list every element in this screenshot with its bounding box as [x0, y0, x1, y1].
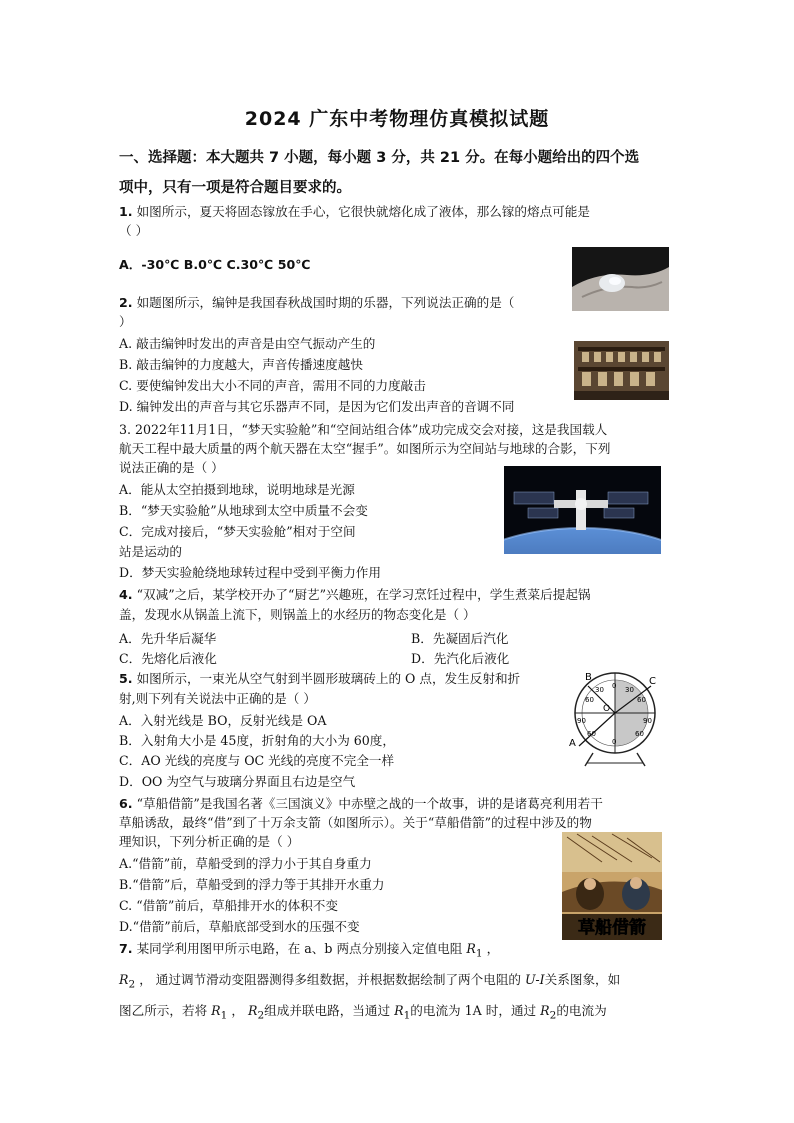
q2-option-c: C. 要使编钟发出大小不同的声音，需用不同的力度敲击	[119, 378, 426, 393]
label-b: B	[585, 672, 592, 683]
q6-option-d: D.“借箭”前后，草船底部受到水的压强不变	[119, 919, 360, 934]
q6-option-c: C. “借箭”前后，草船排开水的体积不变	[119, 898, 338, 913]
q7-line1: 7. 某同学利用图甲所示电路，在 a、b 两点分别接入定值电阻 $R_1$ ，	[119, 941, 500, 960]
optics-disk-diagram	[563, 666, 667, 768]
q4-option-c: C．先熔化后液化	[119, 651, 217, 666]
q5-option-c: C．AO 光线的亮度与 OC 光线的亮度不完全一样	[119, 753, 395, 768]
q6-option-b: B.“借箭”后，草船受到的浮力等于其排开水重力	[119, 877, 385, 892]
q3-line3: 说法正确的是（ ）	[119, 460, 224, 475]
q7-line2: $R_2$ ， 通过调节滑动变阻器测得多组数据，并根据数据绘制了两个电阻的 U-I关系图象，如	[119, 972, 621, 991]
q3-option-d: D．梦天实验舱绕地球转过程中受到平衡力作用	[119, 565, 381, 580]
q6-option-a: A.“借箭”前，草船受到的浮力小于其自身重力	[119, 856, 372, 871]
q3-option-c-cont: 站是运动的	[119, 544, 182, 559]
q5-option-a: A．入射光线是 BO，反射光线是 OA	[119, 713, 327, 728]
q3-option-b: B．“梦天实验舱”从地球到太空中质量不会变	[119, 503, 368, 518]
poster-title: 草船借箭	[578, 918, 646, 938]
q6-line1: 6. “草船借箭”是我国名著《三国演义》中赤壁之战的一个故事，讲的是诸葛亮利用若干	[119, 796, 603, 811]
tick-90-left: 90	[577, 717, 586, 725]
q5-option-d: D．OO 为空气与玻璃分界面且右边是空气	[119, 774, 356, 789]
q4-option-b: B．先凝固后汽化	[411, 631, 509, 646]
q1-line2: （ ）	[119, 223, 149, 238]
q7-line3: 图乙所示，若将 $R_1$ ， $R_2$组成并联电路，当通过 $R_1$的电流为 1A 时，通过 $R_2$的电流为	[119, 1003, 607, 1022]
space-station-photo-icon	[504, 466, 661, 554]
tick-60-right: 60	[637, 696, 646, 704]
q2-option-a: A. 敲击编钟时发出的声音是由空气振动产生的	[119, 336, 376, 351]
bells-photo-icon	[574, 341, 669, 400]
bianzhong-bells-image	[574, 341, 669, 400]
section-heading-line2: 项中，只有一项是符合题目要求的。	[119, 180, 351, 196]
tick-0-top: 0	[612, 682, 617, 690]
q2-option-b: B. 敲击编钟的力度越大，声音传播速度越快	[119, 357, 363, 372]
hand-photo-icon	[572, 247, 669, 311]
q5-line2: 射,则下列有关说法中正确的是（ ）	[119, 691, 316, 706]
tick-0-bottom: 0	[612, 738, 617, 746]
q3-line2: 航天工程中最大质量的两个航天器在太空“握手”。如图所示为空间站与地球的合影，下列	[119, 441, 611, 456]
q2-line2: ）	[119, 314, 132, 329]
q2-line1: 2. 如题图所示，编钟是我国春秋战国时期的乐器，下列说法正确的是（	[119, 295, 515, 310]
tick-60-left: 60	[585, 696, 594, 704]
tick-30-right: 30	[625, 686, 634, 694]
page-title: 2024 广东中考物理仿真模拟试题	[244, 108, 550, 130]
tick-90-right: 90	[643, 717, 652, 725]
label-o: O	[603, 704, 611, 714]
label-c: C	[649, 676, 656, 687]
q6-line3: 理知识，下列分析正确的是（ ）	[119, 834, 300, 849]
q3-option-a: A．能从太空拍摄到地球，说明地球是光源	[119, 482, 355, 497]
q3-option-c: C．完成对接后，“梦天实验舱”相对于空间	[119, 524, 356, 539]
space-station-image	[504, 466, 661, 554]
tick-60-lower-left: 60	[587, 730, 596, 738]
q4-option-a: A．先升华后凝华	[119, 631, 217, 646]
q1-line1: 1. 如图所示，夏天将固态镓放在手心，它很快就熔化成了液体，那么镓的熔点可能是	[119, 204, 590, 219]
section-heading-line1: 一、选择题：本大题共 7 小题，每小题 3 分，共 21 分。在每小题给出的四个选	[119, 150, 640, 166]
q6-line2: 草船诱敌，最终“借”到了十万余支箭（如图所示）。关于“草船借箭”的过程中涉及的物	[119, 815, 592, 830]
tick-30-left: 30	[595, 686, 604, 694]
optics-disk-figure	[563, 666, 667, 768]
q4-line1: 4. “双减”之后，某学校开办了“厨艺”兴趣班，在学习烹饪过程中，学生煮菜后提起锅	[119, 587, 591, 602]
gallium-in-hand-image	[572, 247, 669, 311]
q1-options: A．-30℃ B.0℃ C.30℃ 50℃	[119, 257, 311, 272]
label-a: A	[569, 738, 576, 749]
tick-60-lower-right: 60	[635, 730, 644, 738]
q4-option-d: D．先汽化后液化	[411, 651, 510, 666]
q5-line1: 5. 如图所示，一束光从空气射到半圆形玻璃砖上的 O 点，发生反射和折	[119, 671, 521, 686]
q4-line2: 盖，发现水从锅盖上流下，则锅盖上的水经历的物态变化是（ ）	[119, 607, 476, 622]
straw-boat-poster-image	[562, 832, 662, 940]
straw-boat-poster	[562, 832, 662, 940]
q2-option-d: D. 编钟发出的声音与其它乐器声不同，是因为它们发出声音的音调不同	[119, 399, 515, 414]
q3-line1: 3. 2022年11月1日，“梦天实验舱”和“空间站组合体”成功完成交会对接，这是我国载人	[119, 422, 608, 437]
q5-option-b: B．入射角大小是 45度，折射角的大小为 60度，	[119, 733, 395, 748]
